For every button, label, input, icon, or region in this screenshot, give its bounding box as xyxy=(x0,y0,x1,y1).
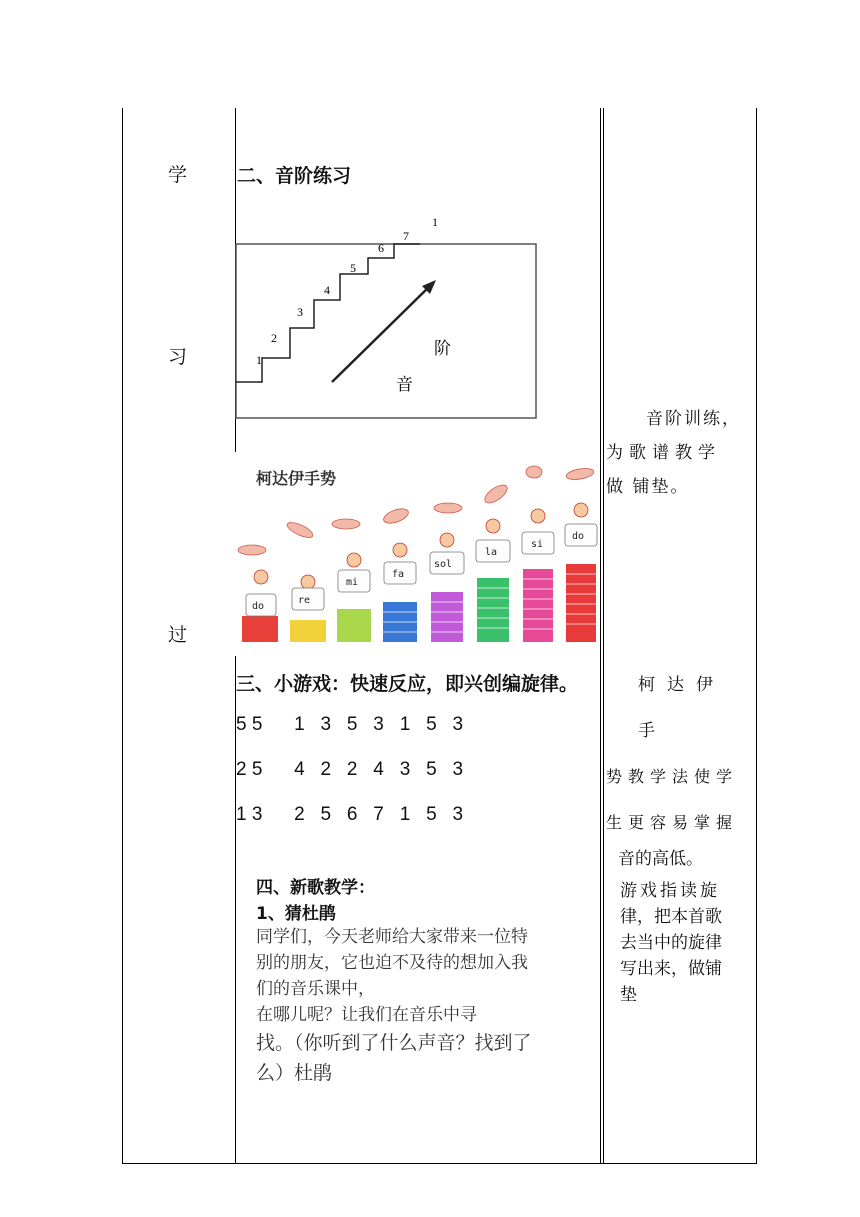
syllable-si: si xyxy=(531,539,544,550)
syllable-sol: sol xyxy=(434,559,453,570)
note3-line-3: 去当中的旋律 xyxy=(620,933,722,953)
melody-row-3: 1 3 2 5 6 7 1 5 3 xyxy=(236,804,464,825)
new-song-paragraph xyxy=(256,924,586,1088)
paragraph-line-6: 么）杜鹃 xyxy=(256,1062,333,1084)
scale-stairs-diagram xyxy=(234,212,540,422)
paragraph-line-1: 同学们，今天老师给大家带来一位特 xyxy=(256,927,528,947)
stage-char-2: 习 xyxy=(168,346,188,368)
note-game-reading xyxy=(620,878,750,1008)
step-label-1: 1 xyxy=(256,353,262,367)
subsection-title-cuckoo: 1、猜杜鹃 xyxy=(256,904,336,924)
step-label-7: 7 xyxy=(403,229,409,243)
column-divider-2b xyxy=(603,108,604,1164)
paragraph-line-2: 别的朋友，它也迫不及待的想加入我 xyxy=(256,953,528,973)
note2-line-2: 势教学法使学 xyxy=(606,767,739,786)
arrow-label-yin: 音 xyxy=(396,375,413,395)
paragraph-line-5: 找。（你听到了什么声音？找到了 xyxy=(256,1032,532,1054)
syllable-do-high: do xyxy=(572,531,585,542)
stairs-frame xyxy=(236,244,536,418)
note3-line-4: 写出来，做铺 xyxy=(620,959,722,979)
note3-line-2: 律，把本首歌 xyxy=(620,907,722,927)
stage-char-1: 学 xyxy=(168,164,188,186)
note1-line-2: 为歌谱教学 xyxy=(606,443,721,463)
table-bottom-border xyxy=(122,1163,757,1164)
paragraph-line-3: 们的音乐课中， xyxy=(256,979,375,999)
step-label-2: 2 xyxy=(271,331,277,345)
syllable-re: re xyxy=(298,595,311,606)
note-kodaly-method xyxy=(606,662,750,872)
syllable-fa: fa xyxy=(392,569,405,580)
syllable-mi: mi xyxy=(346,577,359,588)
section-title-new-song: 四、新歌教学： xyxy=(256,878,375,898)
kodaly-hand-signs-image xyxy=(234,452,600,656)
column-divider-2a xyxy=(600,108,601,1164)
section-title-scale: 二、音阶练习 xyxy=(237,165,352,187)
table-right-border xyxy=(756,108,757,1164)
arrow-label-jie: 阶 xyxy=(434,339,451,359)
note3-line-1: 游戏指读旋 xyxy=(620,881,720,901)
syllable-do-low: do xyxy=(252,601,265,612)
step-label-3: 3 xyxy=(297,305,303,319)
syllable-la: la xyxy=(485,547,498,558)
note2-line-4: 音的高低。 xyxy=(618,849,703,869)
melody-row-2: 2 5 4 2 2 4 3 5 3 xyxy=(236,759,464,780)
step-label-5: 5 xyxy=(350,261,356,275)
paragraph-line-4: 在哪儿呢？让我们在音乐中寻 xyxy=(256,1005,477,1025)
note2-line-3: 生更容易掌握 xyxy=(606,813,739,832)
step-label-6: 6 xyxy=(378,241,384,255)
melody-row-1: 5 5 1 3 5 3 1 5 3 xyxy=(236,714,464,735)
note1-line-1: 音阶训练， xyxy=(646,409,741,429)
stage-char-3: 过 xyxy=(168,624,188,646)
scale-arrow xyxy=(332,282,434,382)
kodaly-figures xyxy=(234,452,600,656)
note1-line-3: 做 铺垫。 xyxy=(606,477,690,497)
table-left-border xyxy=(122,108,123,1164)
note3-line-5: 垫 xyxy=(620,985,637,1005)
step-label-4: 4 xyxy=(324,283,330,297)
kodaly-title: 柯达伊手势 xyxy=(256,469,337,488)
note2-line-1: 柯达伊手 xyxy=(638,675,725,741)
step-label-8: 1 xyxy=(432,215,438,229)
stairs-outline xyxy=(236,244,420,382)
section-title-game: 三、小游戏：快速反应，即兴创编旋律。 xyxy=(236,673,579,695)
note-scale-training xyxy=(606,402,750,504)
